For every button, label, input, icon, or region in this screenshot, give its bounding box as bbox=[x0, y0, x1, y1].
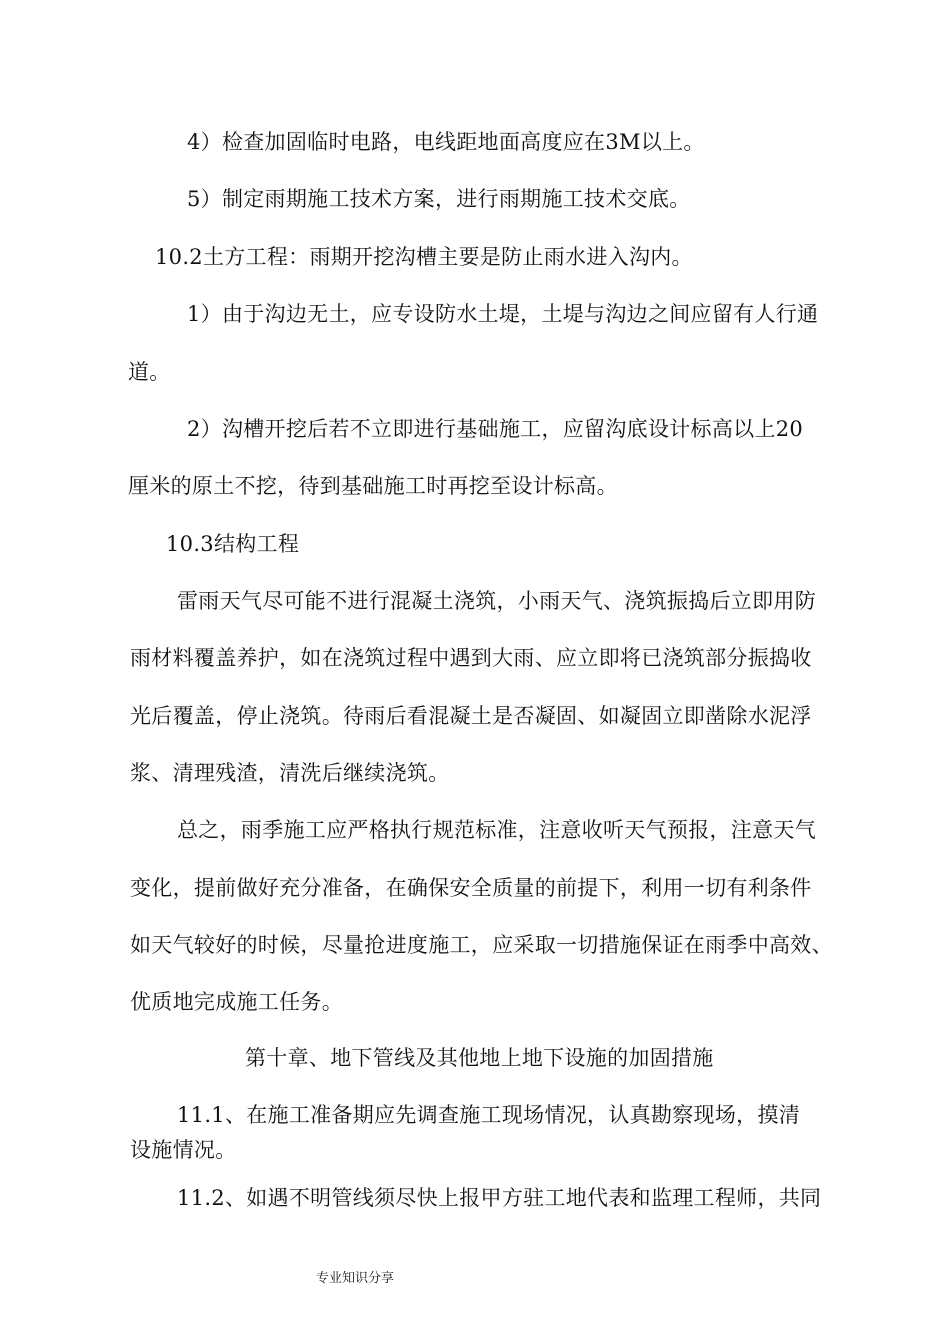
item-1-continuation: 道。 bbox=[128, 360, 171, 384]
paragraph-summary-line-1: 总之，雨季施工应严格执行规范标准，注意收听天气预报，注意天气 bbox=[177, 818, 816, 842]
paragraph-summary-line-4: 优质地完成施工任务。 bbox=[130, 990, 343, 1014]
section-10-3-heading: 10.3结构工程 bbox=[166, 532, 300, 556]
item-4-temporary-circuit: 4）检查加固临时电路，电线距地面高度应在3M以上。 bbox=[187, 130, 705, 154]
chapter-heading: 第十章、地下管线及其他地上地下设施的加固措施 bbox=[245, 1046, 714, 1070]
section-10-2-heading: 10.2土方工程：雨期开挖沟槽主要是防止雨水进入沟内。 bbox=[155, 245, 693, 269]
paragraph-structure-line-2: 雨材料覆盖养护，如在浇筑过程中遇到大雨、应立即将已浇筑部分振捣收 bbox=[130, 646, 812, 670]
item-2-continuation: 厘米的原土不挖，待到基础施工时再挖至设计标高。 bbox=[128, 474, 618, 498]
item-5-rain-season-plan: 5）制定雨期施工技术方案，进行雨期施工技术交底。 bbox=[187, 187, 691, 211]
item-2-trench-excavation: 2）沟槽开挖后若不立即进行基础施工，应留沟底设计标高以上20 bbox=[187, 417, 804, 441]
paragraph-structure-line-4: 浆、清理残渣，清洗后继续浇筑。 bbox=[130, 761, 450, 785]
paragraph-summary-line-3: 如天气较好的时候，尽量抢进度施工，应采取一切措施保证在雨季中高效、 bbox=[130, 933, 833, 957]
item-11-2-line-1: 11.2、如遇不明管线须尽快上报甲方驻工地代表和监理工程师，共同 bbox=[177, 1186, 822, 1210]
paragraph-structure-line-3: 光后覆盖，停止浇筑。待雨后看混凝土是否凝固、如凝固立即凿除水泥浮 bbox=[130, 704, 812, 728]
paragraph-structure-line-1: 雷雨天气尽可能不进行混凝土浇筑，小雨天气、浇筑振捣后立即用防 bbox=[177, 589, 816, 613]
item-1-waterproof-dike: 1）由于沟边无土，应专设防水土堤，土堤与沟边之间应留有人行通 bbox=[187, 302, 819, 326]
item-11-1-line-2: 设施情况。 bbox=[130, 1138, 237, 1162]
page-footer: 专业知识分享 bbox=[316, 1271, 395, 1286]
paragraph-summary-line-2: 变化，提前做好充分准备，在确保安全质量的前提下，利用一切有利条件 bbox=[130, 876, 812, 900]
item-11-1-line-1: 11.1、在施工准备期应先调查施工现场情况，认真勘察现场，摸清 bbox=[177, 1103, 801, 1127]
